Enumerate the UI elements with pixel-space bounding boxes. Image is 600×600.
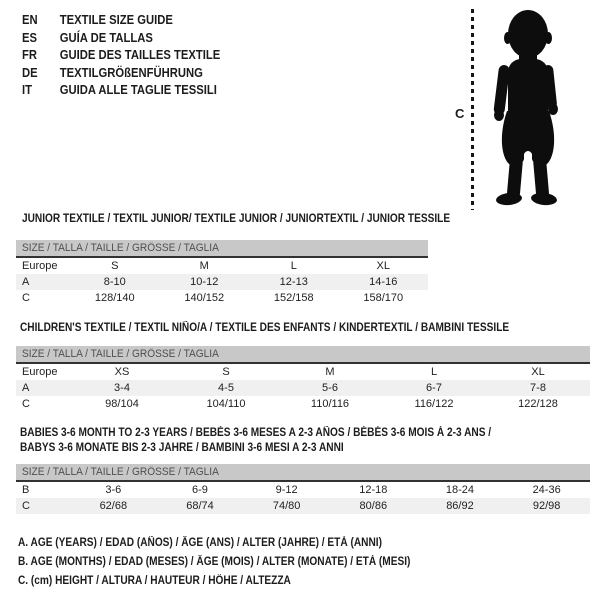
language-label: TEXTILGRÖßENFÜHRUNG bbox=[59, 65, 203, 80]
language-code: IT bbox=[22, 83, 32, 97]
size-cell: XL bbox=[376, 260, 390, 272]
size-cell: 158/170 bbox=[363, 292, 404, 304]
size-cell: 18-24 bbox=[445, 484, 475, 496]
size-cell: 6-9 bbox=[192, 484, 208, 496]
language-label: GUIDA ALLE TAGLIE TESSILI bbox=[59, 83, 217, 97]
language-row bbox=[22, 12, 220, 30]
table-row bbox=[16, 380, 590, 396]
table-title-babies-line1: BABIES 3-6 MONTH TO 2-3 YEARS / BEBÉS 3-6 MESES A 2-3 AÑOS / BÉBÉS 3-6 MOIS À 2-3 ANS / bbox=[20, 427, 492, 439]
size-cell: 12-13 bbox=[279, 276, 308, 288]
size-cell: XL bbox=[531, 366, 545, 378]
table-row bbox=[16, 290, 428, 306]
row-label: A bbox=[22, 382, 30, 394]
size-cell: 5-6 bbox=[322, 382, 338, 394]
size-cell: 110/116 bbox=[310, 398, 350, 410]
table-row bbox=[16, 396, 590, 412]
language-code: FR bbox=[22, 48, 38, 62]
table-row bbox=[16, 498, 590, 514]
row-label: C bbox=[22, 292, 30, 304]
table-row bbox=[16, 258, 428, 274]
size-cell: 6-7 bbox=[426, 382, 442, 394]
size-cell: 7-8 bbox=[530, 382, 546, 394]
language-code: ES bbox=[22, 30, 38, 45]
language-title-list bbox=[22, 12, 242, 100]
size-cell: M bbox=[325, 366, 335, 378]
table-title-junior: JUNIOR TEXTILE / TEXTIL JUNIOR/ TEXTILE JUNIOR / JUNIORTEXTIL / JUNIOR TESSILE bbox=[22, 213, 451, 225]
size-cell: 4-5 bbox=[218, 382, 234, 394]
row-label: Europe bbox=[22, 260, 58, 272]
note-age-months: B. AGE (MONTHS) / EDAD (MESES) / ÂGE (MOIS) / ALTER (MONATE) / ETÀ (MESI) bbox=[18, 556, 411, 568]
height-measure-line bbox=[471, 9, 474, 210]
row-label: B bbox=[22, 484, 30, 496]
note-height: C. (cm) HEIGHT / ALTURA / HAUTEUR / HÖHE / ALTEZZA bbox=[18, 575, 291, 587]
size-cell: 3-6 bbox=[105, 484, 122, 496]
size-cell: 128/140 bbox=[94, 292, 135, 304]
size-cell: 140/152 bbox=[184, 292, 225, 304]
table-size-header: SIZE / TALLA / TAILLE / GRÖSSE / TAGLIA bbox=[16, 240, 428, 258]
size-cell: 116/122 bbox=[414, 398, 454, 410]
table-row bbox=[16, 274, 428, 290]
size-cell: 92/98 bbox=[532, 500, 561, 512]
language-label: TEXTILE SIZE GUIDE bbox=[59, 13, 173, 27]
language-row bbox=[22, 47, 220, 65]
size-cell: L bbox=[430, 366, 438, 378]
size-cell: 80/86 bbox=[359, 500, 388, 512]
size-cell: 14-16 bbox=[369, 276, 398, 288]
row-label: A bbox=[22, 276, 30, 288]
legend-notes bbox=[18, 534, 464, 591]
table-row bbox=[16, 482, 590, 498]
size-cell: 24-36 bbox=[532, 484, 561, 496]
size-cell: 122/128 bbox=[518, 398, 558, 410]
table-row bbox=[16, 364, 590, 380]
size-cell: 68/74 bbox=[186, 500, 214, 512]
table-size-header: SIZE / TALLA / TAILLE / GRÖSSE / TAGLIA bbox=[16, 346, 590, 364]
row-label: C bbox=[22, 500, 30, 512]
row-label: C bbox=[22, 398, 30, 410]
baby-silhouette-icon bbox=[483, 7, 569, 207]
figure-height-label: C bbox=[455, 106, 465, 121]
size-cell: 8-10 bbox=[103, 276, 126, 288]
language-label: GUÍA DE TALLAS bbox=[59, 30, 153, 45]
size-cell: 10-12 bbox=[190, 276, 219, 288]
size-cell: 12-18 bbox=[359, 484, 388, 496]
language-row bbox=[22, 82, 220, 100]
size-cell: L bbox=[290, 260, 297, 272]
size-cell: 86/92 bbox=[446, 500, 474, 512]
language-row bbox=[22, 30, 220, 48]
language-row bbox=[22, 65, 220, 83]
row-label: Europe bbox=[22, 366, 58, 378]
size-cell: XS bbox=[114, 366, 130, 378]
children-size-table bbox=[16, 346, 590, 412]
size-cell: S bbox=[222, 366, 230, 378]
size-cell: 98/104 bbox=[105, 398, 139, 410]
size-cell: 104/110 bbox=[206, 398, 246, 410]
language-code: EN bbox=[22, 13, 38, 27]
size-cell: S bbox=[111, 260, 119, 272]
table-title-babies-line2: BABYS 3-6 MONATE BIS 2-3 JAHRE / BAMBINI 3-6 MESI A 2-3 ANNI bbox=[20, 441, 344, 454]
size-cell: 62/68 bbox=[99, 500, 128, 512]
junior-size-table bbox=[16, 240, 428, 306]
size-cell: 74/80 bbox=[272, 500, 301, 512]
note-age-years: A. AGE (YEARS) / EDAD (AÑOS) / ÂGE (ANS) / ALTER (JAHRE) / ETÀ (ANNI) bbox=[18, 537, 382, 549]
table-title-babies bbox=[20, 426, 555, 455]
language-code: DE bbox=[22, 65, 38, 80]
size-cell: 9-12 bbox=[275, 484, 298, 496]
size-cell: 3-4 bbox=[114, 382, 130, 394]
language-label: GUIDE DES TAILLES TEXTILE bbox=[59, 48, 221, 62]
babies-size-table bbox=[16, 464, 590, 514]
size-cell: M bbox=[199, 260, 209, 272]
table-title-children: CHILDREN'S TEXTILE / TEXTIL NIÑO/A / TEXTILE DES ENFANTS / KINDERTEXTIL / BAMBINI TESSILE bbox=[20, 322, 510, 334]
table-size-header: SIZE / TALLA / TAILLE / GRÖSSE / TAGLIA bbox=[16, 464, 590, 482]
size-cell: 152/158 bbox=[273, 292, 314, 304]
